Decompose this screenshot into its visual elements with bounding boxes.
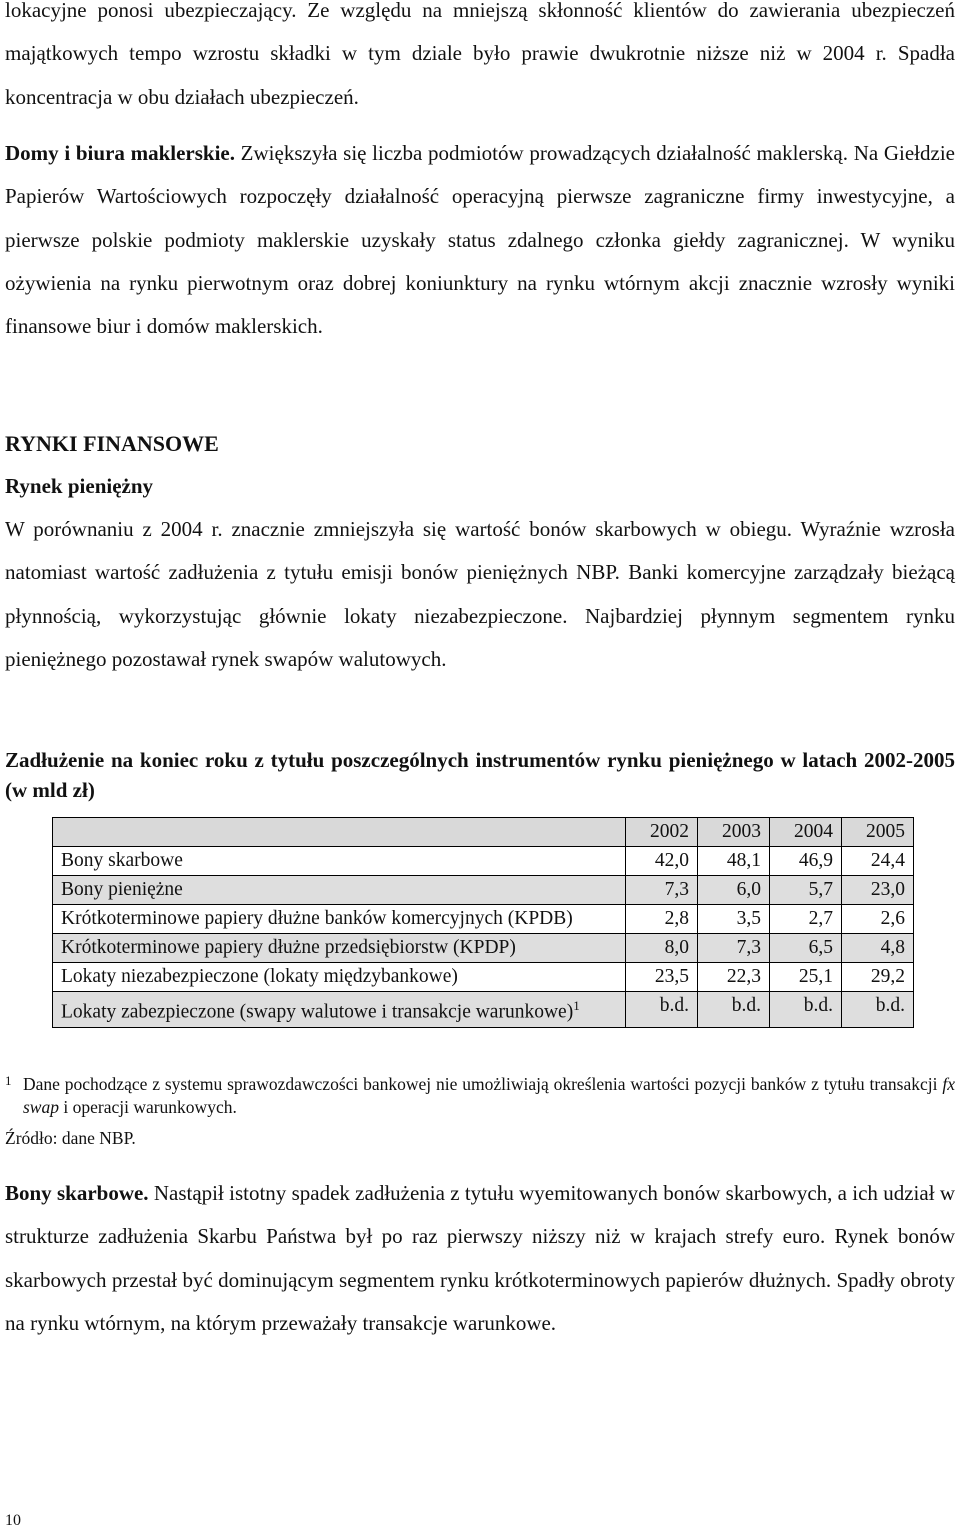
row-label: Bony skarbowe <box>53 847 626 876</box>
row-label: Krótkoterminowe papiery dłużne przedsiębiorstw (KPDP) <box>53 934 626 963</box>
footnote-italic: fx swap <box>23 1074 955 1117</box>
row-label: Lokaty niezabezpieczone (lokaty międzybankowe) <box>53 963 626 992</box>
row-value: b.d. <box>770 992 842 1028</box>
debt-table <box>52 817 914 1028</box>
table-row <box>53 934 914 963</box>
row-value: 25,1 <box>770 963 842 992</box>
row-label: Krótkoterminowe papiery dłużne banków komercyjnych (KPDB) <box>53 905 626 934</box>
table-header-year: 2005 <box>842 818 914 847</box>
row-value: 2,8 <box>626 905 698 934</box>
row-value: 46,9 <box>770 847 842 876</box>
paragraph-treasury-bills-lead: Bony skarbowe. <box>5 1181 149 1205</box>
row-value: 7,3 <box>698 934 770 963</box>
row-label-text: Lokaty zabezpieczone (swapy walutowe i transakcje warunkowe) <box>61 1001 574 1023</box>
page-number: 10 <box>5 1512 21 1529</box>
section-heading: RYNKI FINANSOWE <box>5 431 219 456</box>
row-value: b.d. <box>698 992 770 1028</box>
row-value: b.d. <box>842 992 914 1028</box>
table-header-year: 2004 <box>770 818 842 847</box>
row-value: 29,2 <box>842 963 914 992</box>
row-value: 5,7 <box>770 876 842 905</box>
row-value: 42,0 <box>626 847 698 876</box>
row-value: 48,1 <box>698 847 770 876</box>
row-label <box>53 992 626 1028</box>
paragraph-treasury-bills-text: Nastąpił istotny spadek zadłużenia z tytułu wyemitowanych bonów skarbowych, a ich udział w strukturze zadłużenia Skarbu Państwa był po raz pierwszy niższy niż w krajach strefy euro. Rynek bonów skarbowych przestał być dominującym segmentem rynku krótkoterminowych papierów dłużnych. Spadły obroty na rynku wtórnym, na którym przeważały transakcje warunkowe. <box>5 1181 955 1335</box>
paragraph-brokerage <box>5 132 955 348</box>
table-row <box>53 992 914 1028</box>
table-row <box>53 876 914 905</box>
row-value: 2,6 <box>842 905 914 934</box>
row-value: 7,3 <box>626 876 698 905</box>
table-header-row <box>53 818 914 847</box>
paragraph-brokerage-lead: Domy i biura maklerskie. <box>5 141 235 165</box>
table-source: Źródło: dane NBP. <box>5 1128 136 1148</box>
row-value: 22,3 <box>698 963 770 992</box>
row-value: 6,0 <box>698 876 770 905</box>
row-value: b.d. <box>626 992 698 1028</box>
row-value: 4,8 <box>842 934 914 963</box>
row-value: 6,5 <box>770 934 842 963</box>
table-header-year: 2003 <box>698 818 770 847</box>
footnote-text: Dane pochodzące z systemu sprawozdawczości bankowej nie umożliwiają określenia wartości pozycji banków z tytułu transakcji fx swap i operacji warunkowych. <box>23 1074 955 1117</box>
table-row <box>53 905 914 934</box>
subsection-heading: Rynek pieniężny <box>5 474 154 498</box>
row-value: 8,0 <box>626 934 698 963</box>
paragraph-money-market: W porównaniu z 2004 r. znacznie zmniejszyła się wartość bonów skarbowych w obiegu. Wyraźnie wzrosła natomiast wartość zadłużenia z tytułu emisji bonów pieniężnych NBP. Banki komercyjne zarządzały bieżącą płynnością, wykorzystując głównie lokaty niezabezpieczone. Najbardziej płynnym segmentem rynku pieniężnego pozostawał rynek swapów walutowych. <box>5 517 955 671</box>
table-row <box>53 847 914 876</box>
table-footnote <box>5 1073 955 1119</box>
footnote-mark: 1 <box>5 1073 12 1088</box>
table-header-blank <box>53 818 626 847</box>
row-value: 24,4 <box>842 847 914 876</box>
row-value: 3,5 <box>698 905 770 934</box>
row-value: 23,0 <box>842 876 914 905</box>
paragraph-insurance: lokacyjne ponosi ubezpieczający. Ze względu na mniejszą skłonność klientów do zawierania ubezpieczeń majątkowych tempo wzrostu składki w tym dziale było prawie dwukrotnie niższe niż w 2004 r. Spadła koncentracja w obu działach ubezpieczeń. <box>5 0 955 109</box>
row-value: 23,5 <box>626 963 698 992</box>
table-row <box>53 963 914 992</box>
table-header-year: 2002 <box>626 818 698 847</box>
paragraph-treasury-bills <box>5 1172 955 1345</box>
row-value: 2,7 <box>770 905 842 934</box>
table-title: Zadłużenie na koniec roku z tytułu poszczególnych instrumentów rynku pieniężnego w latach 2002-2005 (w mld zł) <box>5 748 955 802</box>
paragraph-brokerage-text: Zwiększyła się liczba podmiotów prowadzących działalność maklerską. Na Giełdzie Papierów Wartościowych rozpoczęły działalność operacyjną pierwsze zagraniczne firmy inwestycyjne, a pierwsze polskie podmioty maklerskie uzyskały status zdalnego członka giełdy zagranicznej. W wyniku ożywienia na rynku pierwotnym oraz dobrej koniunktury na rynku wtórnym akcji znacznie wzrosły wyniki finansowe biur i domów maklerskich. <box>5 141 955 339</box>
footnote-ref: 1 <box>573 998 580 1013</box>
row-label: Bony pieniężne <box>53 876 626 905</box>
